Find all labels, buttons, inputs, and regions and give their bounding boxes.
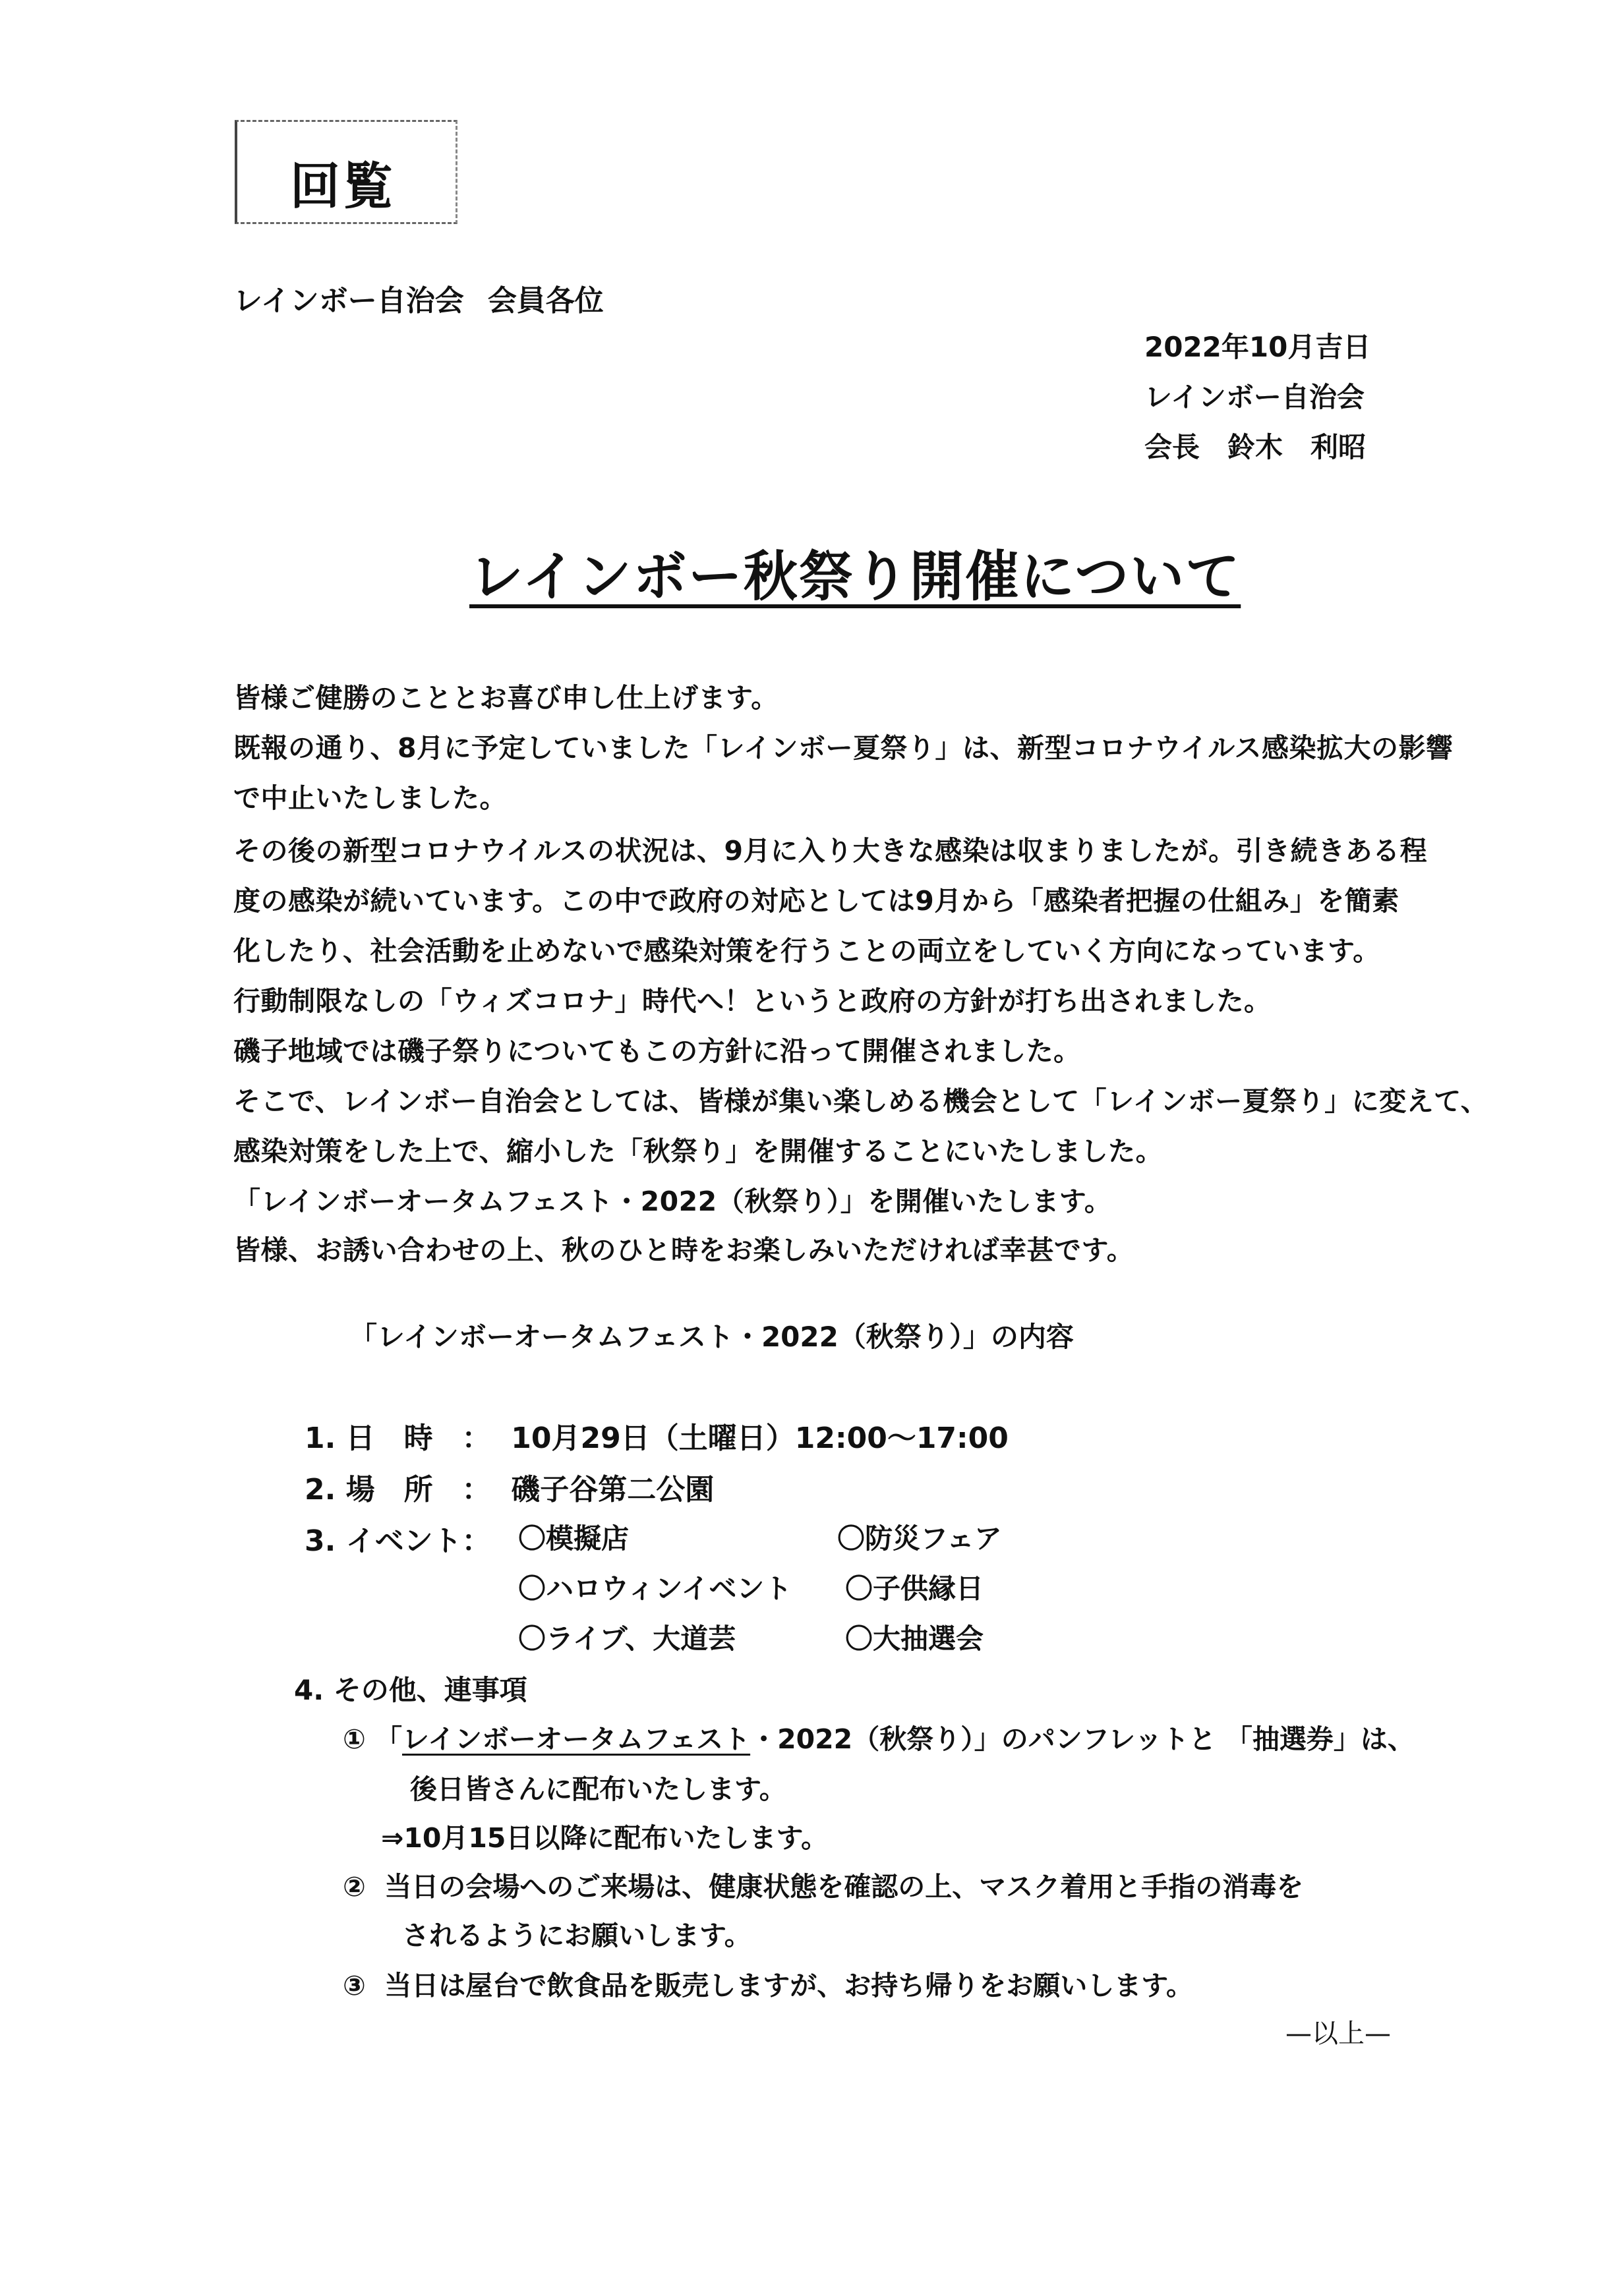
event-kids-fair: 〇子供縁日 [845,1572,984,1605]
body-line: 皆様ご健勝のこととお喜び申し仕上げます。 [233,682,779,714]
sender-date: 2022年10月吉日 [1144,331,1371,363]
document-title: レインボー秋祭り開催について [469,546,1241,608]
other-notices-title: 4. その他、連事項 [294,1674,527,1706]
body-line: 「レインボーオータムフェスト・2022（秋祭り）」を開催いたします。 [233,1186,1112,1217]
sender-president: 会長 鈴木 利昭 [1144,431,1367,463]
note-2-line-2: されるようにお願いします。 [402,1920,751,1951]
sender-org: レインボー自治会 [1144,381,1365,413]
body-line: 磯子地域では磯子祭りについてもこの方針に沿って開催されました。 [233,1035,1081,1067]
note-1-mark: ① [343,1723,366,1755]
note-1-fest-name: レインボーオータムフェスト [402,1723,751,1755]
body-line: その後の新型コロナウイルスの状況は、9月に入り大きな感染は収まりましたが。引き続きある程 [233,835,1428,867]
item-place-label: 2. 場 所 ： [305,1473,491,1507]
item-place-value: 磯子谷第二公園 [511,1473,715,1507]
note-2: ② 当日の会場へのご来場は、健康状態を確認の上、マスク着用と手指の消毒を [343,1871,1304,1903]
event-disaster-fair: 〇防災フェア [837,1522,1002,1555]
fest-contents-heading: 「レインボーオータムフェスト・2022（秋祭り）」の内容 [349,1321,1074,1353]
addressee-org: レインボー自治会 [233,284,464,318]
body-line: 皆様、お誘い合わせの上、秋のひと時をお楽しみいただければ幸甚です。 [233,1234,1134,1266]
event-live-performance: 〇ライブ、大道芸 [518,1622,736,1655]
item-event-label: 3. イベント： [305,1524,491,1558]
circular-stamp-label: 回覧 [290,157,396,215]
body-line: 化したり、社会活動を止めないで感染対策を行うことの両立をしていく方向になっています。 [233,935,1380,967]
item-datetime-label: 1. 日 時 ： [305,1421,491,1455]
note-1: ① 「レインボーオータムフェスト・2022（秋祭り）」のパンフレットと 「抽選券」は、 [343,1723,1415,1755]
item-datetime [305,1414,1009,1456]
addressee [233,277,604,319]
body-line: 既報の通り、8月に予定していました「レインボー夏祭り」は、新型コロナウイルス感染拡大の影響 [233,732,1454,764]
item-datetime-value: 10月29日（土曜日）12:00～17:00 [511,1421,1009,1455]
body-line: で中止いたしました。 [233,782,507,814]
note-2-mark: ② [343,1871,366,1903]
event-stall: 〇模擬店 [518,1522,630,1555]
body-line: 度の感染が続いています。この中で政府の対応としては9月から「感染者把握の仕組み」を簡素 [233,885,1399,917]
body-line: 感染対策をした上で、縮小した「秋祭り」を開催することにいたしました。 [233,1135,1163,1167]
closing-mark: —以上— [1285,2019,1391,2049]
note-1-line-3: ⇒10月15日以降に配布いたします。 [381,1822,829,1854]
body-line: 行動制限なしの「ウィズコロナ」時代へ！というと政府の方針が打ち出されました。 [233,985,1272,1017]
event-lottery: 〇大抽選会 [845,1622,984,1655]
addressee-recipients: 会員各位 [487,284,604,318]
note-3-mark: ③ [343,1970,366,2001]
note-3: ③ 当日は屋台で飲食品を販売しますが、お持ち帰りをお願いします。 [343,1970,1193,2001]
body-line: そこで、レインボー自治会としては、皆様が集い楽しめる機会として「レインボー夏祭り」に変えて、 [233,1085,1488,1117]
note-1-line-2: 後日皆さんに配布いたします。 [410,1773,786,1805]
event-halloween: 〇ハロウィンイベント [518,1572,792,1605]
item-place [305,1466,714,1508]
